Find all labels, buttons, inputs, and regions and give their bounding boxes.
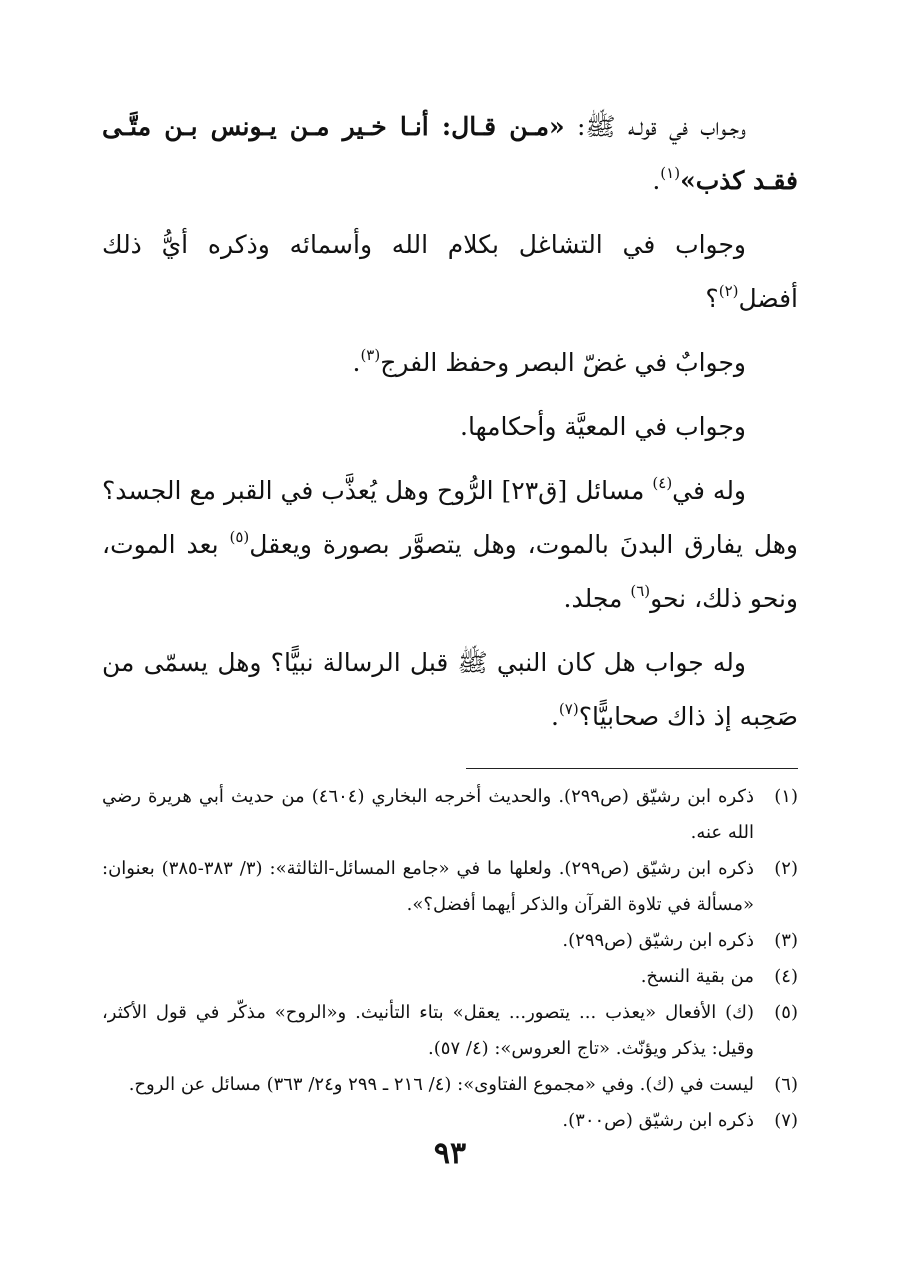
paragraph-text: وجواب في التشاغل بكلام الله وأسمائه وذكره أيُّ ذلك أفضل <box>102 230 798 313</box>
footnote-number: (٢) <box>774 858 798 879</box>
footnote-number: (٣) <box>774 930 798 951</box>
footnote-number: (١) <box>774 786 798 807</box>
paragraph-text: مسائل [ق٢٣] الرُّوح وهل يُعذَّب في القبر مع الجسد؟ وهل يفارق البدنَ بالموت، وهل يتصوَّر بصورة ويعقل <box>102 476 799 559</box>
paragraph-text: وجوابٌ في غضّ البصر وحفظ الفرج <box>380 348 746 377</box>
footnote-number: (٧) <box>774 1110 798 1131</box>
page-number: ٩٣ <box>433 1136 467 1171</box>
footnote-number: (٥) <box>774 1002 798 1023</box>
main-text <box>102 100 798 744</box>
footnote-text: ذكره ابن رشيّق (ص٢٩٩). ولعلها ما في «جامع المسائل-الثالثة»: (٣/ ٣٨٣-٣٨٥) بعنوان: «مسألة في تلاوة القرآن والذكر أيهما أفضل؟». <box>102 858 755 915</box>
footnote-5 <box>102 995 798 1067</box>
punctuation: . <box>352 348 361 377</box>
paragraph-1 <box>102 100 798 208</box>
footnote-ref: (٥) <box>229 528 250 546</box>
footnotes <box>102 779 798 1139</box>
paragraph-text: وله جواب هل كان النبي ﷺ قبل الرسالة نبيًّا؟ وهل يسمّى من صَحِبه إذ ذاك صحابيًّا؟ <box>102 648 798 731</box>
paragraph-5 <box>102 464 798 626</box>
footnote-6 <box>102 1067 798 1103</box>
footnote-ref: (٣) <box>360 346 381 364</box>
paragraph-text: بعد الموت، ونحو ذلك، نحو <box>102 530 798 613</box>
footnote-ref: (٧) <box>558 700 579 718</box>
hadith-quote: «مـن قـال: أنـا خـير مـن يـونس بـن متَّـى فقـد كذب» <box>102 112 798 195</box>
footnote-text: ذكره ابن رشيّق (ص٣٠٠). <box>562 1110 754 1131</box>
footnote-4 <box>102 959 798 995</box>
paragraph-3 <box>102 336 798 390</box>
footnote-text: ذكره ابن رشيّق (ص٢٩٩). والحديث أخرجه البخاري (٤٦٠٤) من حديث أبي هريرة رضي الله عنه. <box>102 786 754 843</box>
paragraph-6 <box>102 636 798 744</box>
footnote-number: (٦) <box>774 1074 798 1095</box>
paragraph-4 <box>102 400 798 454</box>
paragraph-text: وله في <box>672 476 747 505</box>
footnote-text: من بقية النسخ. <box>640 966 754 987</box>
footnote-ref: (١) <box>660 164 681 182</box>
paragraph-text: وجـواب في قولـه ﷺ: <box>564 112 746 141</box>
footnote-ref: (٤) <box>652 474 673 492</box>
footnote-7 <box>102 1103 798 1139</box>
punctuation: . <box>550 702 559 731</box>
footnote-ref: (٢) <box>718 282 739 300</box>
paragraph-text: مجلد. <box>563 584 631 613</box>
footnote-text: ذكره ابن رشيّق (ص٢٩٩). <box>562 930 754 951</box>
punctuation: ؟ <box>705 284 719 313</box>
footnote-3 <box>102 923 798 959</box>
paragraph-2 <box>102 218 798 326</box>
footnote-ref: (٦) <box>630 582 651 600</box>
paragraph-text: وجواب في المعيَّة وأحكامها. <box>460 412 746 441</box>
footnote-2 <box>102 851 798 923</box>
punctuation: . <box>652 166 661 195</box>
footnote-number: (٤) <box>774 966 798 987</box>
footnote-separator <box>466 768 798 769</box>
footnote-text: (ك) الأفعال «يعذب ... يتصور... يعقل» بتاء التأنيث. و«الروح» مذكّر في قول الأكثر، وقيل: يذكر ويؤنّث. «تاج العروس»: (٤/ ٥٧). <box>102 1002 754 1059</box>
footnote-1 <box>102 779 798 851</box>
footnote-text: ليست في (ك). وفي «مجموع الفتاوى»: (٤/ ٢١٦ ـ ٢٩٩ و٢٤/ ٣٦٣) مسائل عن الروح. <box>128 1074 754 1095</box>
